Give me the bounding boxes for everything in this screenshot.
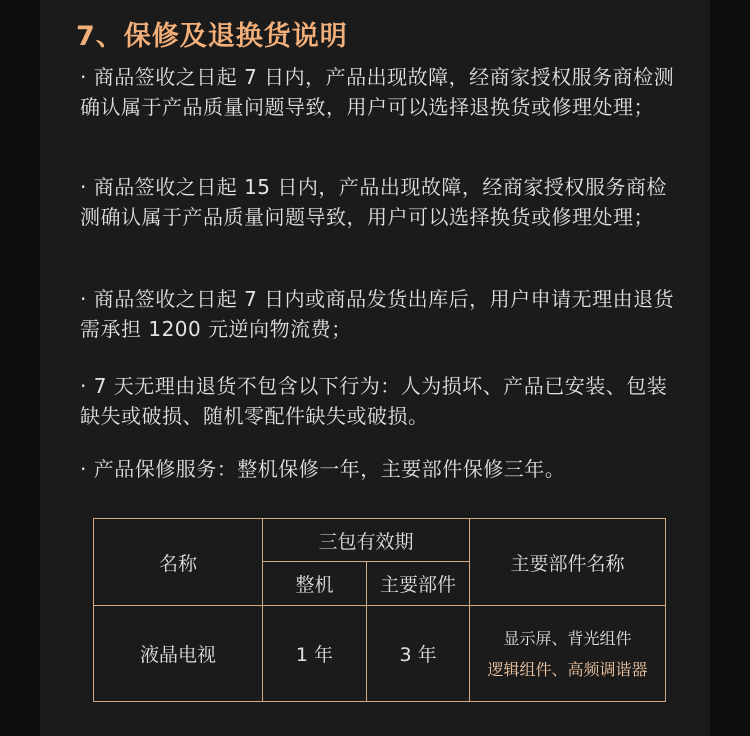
header-main-parts: 主要部件	[367, 562, 470, 606]
warranty-table	[93, 518, 666, 702]
policy-paragraph-1: · 商品签收之日起 7 日内，产品出现故障，经商家授权服务商检测确认属于产品质量问题导致，用户可以选择退换货或修理处理；	[80, 65, 675, 119]
header-whole-unit: 整机	[263, 562, 367, 606]
cell-whole-unit-period: 1 年	[263, 606, 367, 702]
header-validity-period: 三包有效期	[263, 519, 470, 562]
parts-line-1: 显示屏、背光组件	[503, 628, 632, 648]
table-row	[94, 606, 666, 702]
parts-line-2: 逻辑组件、高频调谐器	[487, 659, 648, 679]
cell-main-parts-period: 3 年	[367, 606, 470, 702]
header-main-parts-name: 主要部件名称	[470, 519, 666, 606]
cell-product-name: 液晶电视	[94, 606, 263, 702]
header-name: 名称	[94, 519, 263, 606]
policy-paragraph-5: · 产品保修服务：整机保修一年，主要部件保修三年。	[80, 457, 566, 481]
policy-paragraph-4: · 7 天无理由退货不包含以下行为：人为损坏、产品已安装、包装缺失或破损、随机零配件缺失或破损。	[80, 374, 668, 428]
section-title: 7、保修及退换货说明	[76, 21, 348, 52]
cell-main-parts-list	[470, 606, 666, 702]
policy-paragraph-2: · 商品签收之日起 15 日内，产品出现故障，经商家授权服务商检测确认属于产品质量问题导致，用户可以选择换货或修理处理；	[80, 175, 667, 229]
policy-paragraph-3: · 商品签收之日起 7 日内或商品发货出库后，用户申请无理由退货需承担 1200 元逆向物流费；	[80, 287, 675, 341]
